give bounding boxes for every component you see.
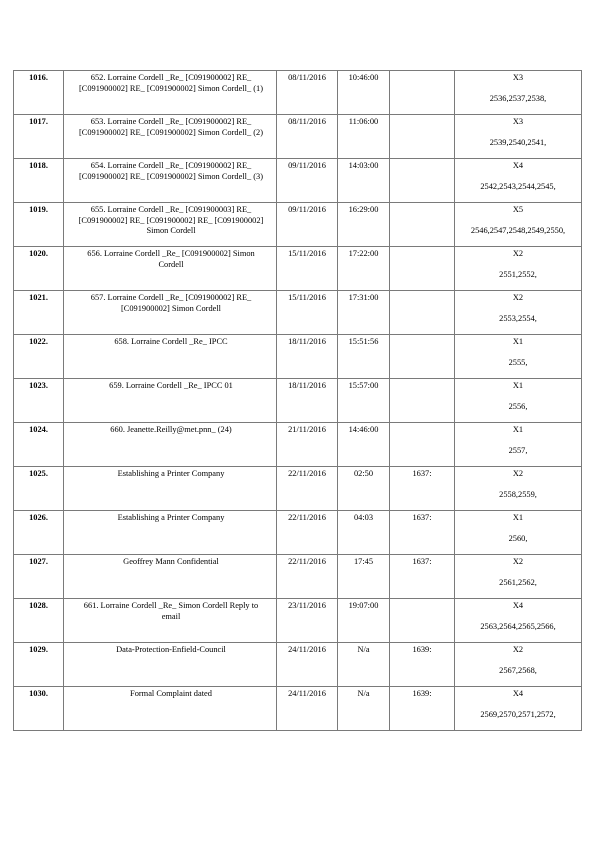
row-number: 1030. bbox=[14, 687, 64, 731]
table-row bbox=[14, 203, 582, 247]
row-time: 02:50 bbox=[338, 467, 390, 511]
page-numbers: 2553,2554, bbox=[499, 313, 537, 323]
page-numbers: 2569,2570,2571,2572, bbox=[480, 709, 556, 719]
row-pages bbox=[455, 643, 582, 687]
document-index-table bbox=[13, 70, 582, 731]
page-numbers: 2558,2559, bbox=[499, 489, 537, 499]
page-count: X4 bbox=[512, 689, 524, 698]
row-reference: 1637: bbox=[390, 467, 455, 511]
row-pages bbox=[455, 247, 582, 291]
page-numbers: 2561,2562, bbox=[499, 577, 537, 587]
row-description: 659. Lorraine Cordell _Re_ IPCC 01 bbox=[64, 379, 277, 423]
page-count: X3 bbox=[512, 117, 524, 126]
row-pages bbox=[455, 379, 582, 423]
row-description: 653. Lorraine Cordell _Re_ [C091900002] RE_ [C091900002] RE_ [C091900002] Simon Cordell_ (2) bbox=[64, 115, 277, 159]
row-date: 23/11/2016 bbox=[277, 599, 338, 643]
row-number: 1020. bbox=[14, 247, 64, 291]
page-numbers: 2567,2568, bbox=[499, 665, 537, 675]
row-pages bbox=[455, 291, 582, 335]
row-number: 1025. bbox=[14, 467, 64, 511]
row-description: 655. Lorraine Cordell _Re_ [C091900003] RE_ [C091900002] RE_ [C091900002] RE_ [C091900002] Simon Cordell bbox=[64, 203, 277, 247]
page-count: X2 bbox=[512, 557, 524, 566]
row-date: 08/11/2016 bbox=[277, 71, 338, 115]
row-date: 15/11/2016 bbox=[277, 291, 338, 335]
row-pages bbox=[455, 115, 582, 159]
row-date: 18/11/2016 bbox=[277, 379, 338, 423]
page-count: X2 bbox=[512, 469, 524, 478]
row-description: 661. Lorraine Cordell _Re_ Simon Cordell Reply to email bbox=[64, 599, 277, 643]
row-reference bbox=[390, 247, 455, 291]
row-reference bbox=[390, 335, 455, 379]
row-description: Establishing a Printer Company bbox=[64, 511, 277, 555]
page-count: X4 bbox=[512, 161, 524, 170]
page-count: X1 bbox=[512, 337, 524, 346]
page-count: X3 bbox=[512, 73, 524, 82]
page-numbers: 2536,2537,2538, bbox=[489, 93, 547, 103]
page-numbers: 2556, bbox=[508, 401, 528, 411]
row-reference bbox=[390, 423, 455, 467]
page-numbers: 2563,2564,2565,2566, bbox=[480, 621, 556, 631]
row-time: 16:29:00 bbox=[338, 203, 390, 247]
row-time: 14:03:00 bbox=[338, 159, 390, 203]
row-date: 09/11/2016 bbox=[277, 203, 338, 247]
row-description: 652. Lorraine Cordell _Re_ [C091900002] RE_ [C091900002] RE_ [C091900002] Simon Cordell_ (1) bbox=[64, 71, 277, 115]
row-number: 1026. bbox=[14, 511, 64, 555]
row-time: 14:46:00 bbox=[338, 423, 390, 467]
row-pages bbox=[455, 423, 582, 467]
table-row bbox=[14, 291, 582, 335]
row-number: 1027. bbox=[14, 555, 64, 599]
page-count: X1 bbox=[512, 381, 524, 390]
row-reference bbox=[390, 203, 455, 247]
row-reference bbox=[390, 291, 455, 335]
page-count: X2 bbox=[512, 249, 524, 258]
row-description: Data-Protection-Enfield-Council bbox=[64, 643, 277, 687]
page-count: X5 bbox=[512, 205, 524, 214]
row-time: 11:06:00 bbox=[338, 115, 390, 159]
page-numbers: 2542,2543,2544,2545, bbox=[480, 181, 556, 191]
row-reference bbox=[390, 71, 455, 115]
row-date: 22/11/2016 bbox=[277, 511, 338, 555]
row-pages bbox=[455, 335, 582, 379]
row-time: 15:51:56 bbox=[338, 335, 390, 379]
table-row bbox=[14, 687, 582, 731]
row-date: 22/11/2016 bbox=[277, 555, 338, 599]
row-number: 1023. bbox=[14, 379, 64, 423]
row-reference bbox=[390, 599, 455, 643]
row-date: 15/11/2016 bbox=[277, 247, 338, 291]
page-count: X4 bbox=[512, 601, 524, 610]
row-date: 24/11/2016 bbox=[277, 643, 338, 687]
page-numbers: 2539,2540,2541, bbox=[489, 137, 547, 147]
page-numbers: 2555, bbox=[508, 357, 528, 367]
row-description: 657. Lorraine Cordell _Re_ [C091900002] RE_ [C091900002] Simon Cordell bbox=[64, 291, 277, 335]
table-row bbox=[14, 159, 582, 203]
row-number: 1018. bbox=[14, 159, 64, 203]
row-pages bbox=[455, 203, 582, 247]
page-numbers: 2546,2547,2548,2549,2550, bbox=[470, 225, 566, 235]
row-pages bbox=[455, 687, 582, 731]
row-description: 656. Lorraine Cordell _Re_ [C091900002] Simon Cordell bbox=[64, 247, 277, 291]
table-row bbox=[14, 247, 582, 291]
row-time: N/a bbox=[338, 643, 390, 687]
row-time: N/a bbox=[338, 687, 390, 731]
row-description: 654. Lorraine Cordell _Re_ [C091900002] RE_ [C091900002] RE_ [C091900002] Simon Cordell_ (3) bbox=[64, 159, 277, 203]
row-time: 04:03 bbox=[338, 511, 390, 555]
table-row bbox=[14, 599, 582, 643]
table-row bbox=[14, 467, 582, 511]
row-time: 17:22:00 bbox=[338, 247, 390, 291]
table-row bbox=[14, 511, 582, 555]
row-number: 1017. bbox=[14, 115, 64, 159]
row-reference bbox=[390, 115, 455, 159]
page-numbers: 2557, bbox=[508, 445, 528, 455]
row-time: 15:57:00 bbox=[338, 379, 390, 423]
table-row bbox=[14, 71, 582, 115]
row-pages bbox=[455, 599, 582, 643]
row-pages bbox=[455, 511, 582, 555]
row-description: Establishing a Printer Company bbox=[64, 467, 277, 511]
row-description: Geoffrey Mann Confidential bbox=[64, 555, 277, 599]
table-row bbox=[14, 555, 582, 599]
row-reference: 1637: bbox=[390, 555, 455, 599]
row-date: 24/11/2016 bbox=[277, 687, 338, 731]
row-time: 17:45 bbox=[338, 555, 390, 599]
row-pages bbox=[455, 555, 582, 599]
row-number: 1024. bbox=[14, 423, 64, 467]
page-count: X2 bbox=[512, 645, 524, 654]
row-time: 17:31:00 bbox=[338, 291, 390, 335]
row-number: 1019. bbox=[14, 203, 64, 247]
row-description: Formal Complaint dated bbox=[64, 687, 277, 731]
row-time: 10:46:00 bbox=[338, 71, 390, 115]
table-row bbox=[14, 643, 582, 687]
row-pages bbox=[455, 467, 582, 511]
page-numbers: 2551,2552, bbox=[499, 269, 537, 279]
row-number: 1016. bbox=[14, 71, 64, 115]
table-body bbox=[14, 71, 582, 731]
row-date: 18/11/2016 bbox=[277, 335, 338, 379]
row-time: 19:07:00 bbox=[338, 599, 390, 643]
row-description: 658. Lorraine Cordell _Re_ IPCC bbox=[64, 335, 277, 379]
page-count: X2 bbox=[512, 293, 524, 302]
row-reference bbox=[390, 159, 455, 203]
page-numbers: 2560, bbox=[508, 533, 528, 543]
row-reference: 1639: bbox=[390, 687, 455, 731]
table-row bbox=[14, 423, 582, 467]
page-count: X1 bbox=[512, 425, 524, 434]
row-reference bbox=[390, 379, 455, 423]
row-number: 1029. bbox=[14, 643, 64, 687]
row-date: 22/11/2016 bbox=[277, 467, 338, 511]
table-row bbox=[14, 335, 582, 379]
row-number: 1022. bbox=[14, 335, 64, 379]
row-date: 09/11/2016 bbox=[277, 159, 338, 203]
table-row bbox=[14, 379, 582, 423]
row-date: 21/11/2016 bbox=[277, 423, 338, 467]
row-date: 08/11/2016 bbox=[277, 115, 338, 159]
table-row bbox=[14, 115, 582, 159]
row-number: 1021. bbox=[14, 291, 64, 335]
page-count: X1 bbox=[512, 513, 524, 522]
row-reference: 1639: bbox=[390, 643, 455, 687]
row-number: 1028. bbox=[14, 599, 64, 643]
row-pages bbox=[455, 71, 582, 115]
row-description: 660. Jeanette.Reilly@met.pnn_ (24) bbox=[64, 423, 277, 467]
row-reference: 1637: bbox=[390, 511, 455, 555]
row-pages bbox=[455, 159, 582, 203]
